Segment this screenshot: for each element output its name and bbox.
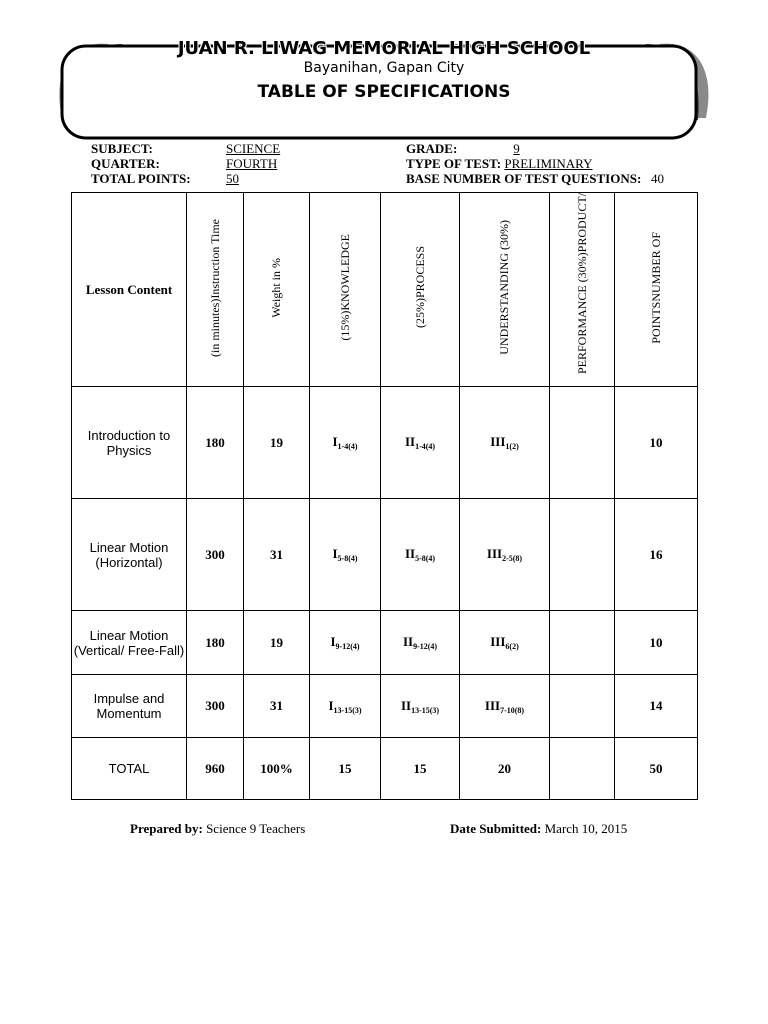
time-cell: 180 (187, 387, 244, 499)
table-header-row (72, 193, 698, 387)
understanding-cell: $III_{2-5(8)}$ (460, 499, 550, 611)
base-questions-value: 40 (651, 171, 665, 186)
weight-cell: 19 (244, 611, 310, 675)
date-submitted-label: Date Submitted: (450, 821, 542, 836)
understanding-cell: $III_{1(2)}$ (460, 387, 550, 499)
knowledge-cell: $I_{9-12(4)}$ (310, 611, 381, 675)
header-lesson-content: Lesson Content (72, 193, 187, 387)
quarter-value: FOURTH (226, 156, 278, 171)
lesson-cell: Linear Motion (Horizontal) (72, 499, 187, 611)
total-understanding: 20 (460, 738, 550, 800)
date-submitted-value: March 10, 2015 (544, 821, 628, 836)
time-cell: 180 (187, 611, 244, 675)
lesson-cell: Introduction to Physics (72, 387, 187, 499)
total-knowledge: 15 (310, 738, 381, 800)
points-cell: 10 (615, 611, 698, 675)
header-instruction-time: (in minutes)Instruction Time (187, 193, 244, 387)
weight-cell: 19 (244, 387, 310, 499)
performance-cell (550, 387, 615, 499)
school-address: Bayanihan, Gapan City (303, 60, 465, 76)
subject-label: SUBJECT: (91, 141, 153, 156)
grade-label: GRADE: (406, 141, 458, 156)
total-points-value: 50 (226, 171, 239, 186)
info-left (91, 141, 191, 186)
test-type-label: TYPE OF TEST: (406, 156, 502, 171)
total-process: 15 (381, 738, 460, 800)
subject-value: SCIENCE (226, 141, 281, 156)
total-points: 50 (615, 738, 698, 800)
time-cell: 300 (187, 675, 244, 738)
lesson-cell: Linear Motion (Vertical/ Free-Fall) (72, 611, 187, 675)
process-cell: $II_{13-15(3)}$ (381, 675, 460, 738)
process-cell: $II_{5-8(4)}$ (381, 499, 460, 611)
header-knowledge: (15%)KNOWLEDGE (310, 193, 381, 387)
date-submitted (450, 821, 627, 837)
points-cell: 10 (615, 387, 698, 499)
points-cell: 16 (615, 499, 698, 611)
prepared-by-value: Science 9 Teachers (206, 821, 306, 836)
header-understanding: UNDERSTANDING (30%) (460, 193, 550, 387)
test-type-value: PRELIMINARY (504, 156, 593, 171)
quarter-label: QUARTER: (91, 156, 160, 171)
info-right (406, 141, 664, 186)
total-points-label: TOTAL POINTS: (91, 171, 191, 186)
performance-cell (550, 499, 615, 611)
base-questions-label: BASE NUMBER OF TEST QUESTIONS: (406, 171, 642, 186)
table-row (72, 675, 698, 738)
table-row (72, 611, 698, 675)
prepared-by-label: Prepared by: (130, 821, 203, 836)
grade-value: 9 (513, 141, 520, 156)
time-cell: 300 (187, 499, 244, 611)
performance-cell (550, 611, 615, 675)
header-performance: PERFORMANCE (30%)PRODUCT/ (550, 193, 615, 387)
total-time: 960 (187, 738, 244, 800)
prepared-by (130, 821, 305, 837)
header-points: POINTSNUMBER OF (615, 193, 698, 387)
points-cell: 14 (615, 675, 698, 738)
table-row (72, 499, 698, 611)
total-performance (550, 738, 615, 800)
total-label: TOTAL (72, 738, 187, 800)
knowledge-cell: $I_{1-4(4)}$ (310, 387, 381, 499)
weight-cell: 31 (244, 675, 310, 738)
table-row (72, 387, 698, 499)
performance-cell (550, 675, 615, 738)
total-row (72, 738, 698, 800)
weight-cell: 31 (244, 499, 310, 611)
process-cell: $II_{9-12(4)}$ (381, 611, 460, 675)
total-weight: 100% (244, 738, 310, 800)
specifications-table (71, 192, 698, 800)
school-name: JUAN R. LIWAG MEMORIAL HIGH SCHOOL (177, 38, 591, 59)
document-title: TABLE OF SPECIFICATIONS (257, 82, 511, 102)
header-weight: Weight in % (244, 193, 310, 387)
lesson-cell: Impulse and Momentum (72, 675, 187, 738)
header-process: (25%)PROCESS (381, 193, 460, 387)
info-left-values (226, 141, 280, 186)
knowledge-cell: $I_{5-8(4)}$ (310, 499, 381, 611)
knowledge-cell: $I_{13-15(3)}$ (310, 675, 381, 738)
understanding-cell: $III_{7-10(8)}$ (460, 675, 550, 738)
process-cell: $II_{1-4(4)}$ (381, 387, 460, 499)
understanding-cell: $III_{6(2)}$ (460, 611, 550, 675)
